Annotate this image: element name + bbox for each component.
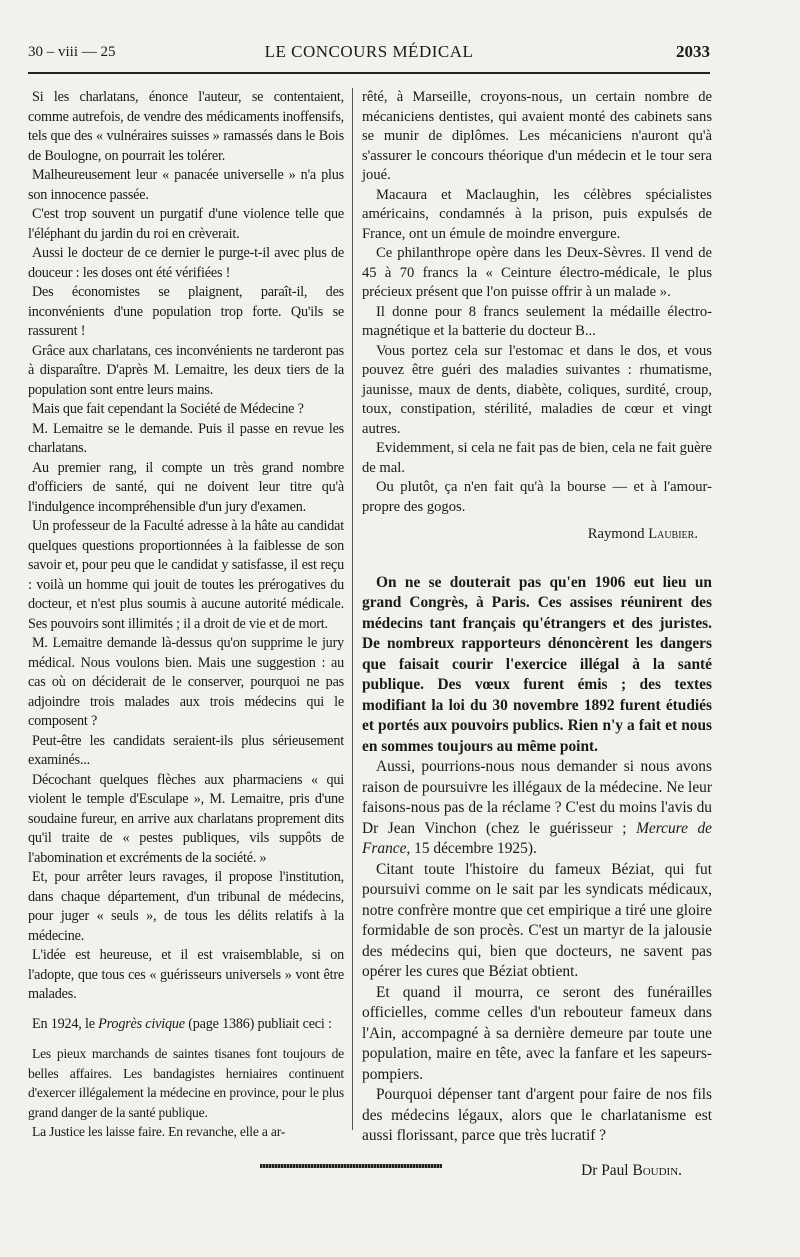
- issue-date: 30 – viii — 25: [28, 44, 116, 60]
- paragraph: Peut-être les candidats seraient-ils plus sérieusement examinés...: [28, 732, 344, 768]
- paragraph: Grâce aux charlatans, ces inconvénients ne tarderont pas à disparaître. D'après M. Lemaitre, les deux tiers de la population sont entre leurs mains.: [28, 342, 344, 398]
- author-signature: Dr Paul Boudin.: [581, 1161, 682, 1179]
- paragraph: L'idée est heureuse, et il est vraisemblable, si on l'adopte, que tous ces « guérisseurs universels » vont être malades.: [28, 947, 344, 1002]
- paragraph: Si les charlatans, énonce l'auteur, se contentaient, comme autrefois, de vendre des médicaments inoffensifs, tels que des « vulnéraires suisses » ramassés dans le Bois de Boulogne, on pourrait les tolérer.: [28, 89, 344, 164]
- paragraph: Ce philanthrope opère dans les Deux-Sèvres. Il vend de 45 à 70 francs la « Ceinture électro-médicale, le plus précieux présent que l'on puisse offrir à un malade ».: [362, 245, 712, 300]
- paragraph: Aussi, pourrions-nous nous demander si nous avons raison de poursuivre les illégaux de la médecine. Ne leur faisons-nous pas de la réclame ? C'est du moins l'avis du Dr Jean Vinchon (chez le guérisseur ; Mercure de France, 15 décembre 1925).: [362, 758, 712, 857]
- paragraph: Malheureusement leur « panacée universelle » n'a plus son innocence passée.: [28, 167, 344, 203]
- article-section: [362, 573, 712, 1182]
- paragraph: Des économistes se plaignent, paraît-il, des inconvénients d'une population trop forte. Qu'ils se rassurent !: [28, 284, 344, 339]
- paragraph: Citant toute l'histoire du fameux Béziat, qui fut poursuivi comme on le sait par les syndicats médicaux, notre confrère montre que cet empirique a tiré une gloire formidable de son procès. C'est un martyr de la jalousie des médecins qui, bien que docteurs, ne savent pas opérer les cures que Béziat obtient.: [362, 860, 712, 980]
- page-number: 2033: [676, 42, 710, 61]
- paragraph: On ne se douterait pas qu'en 1906 eut lieu un grand Congrès, à Paris. Ces assises réunirent des médecins tant français qu'étrangers et des juristes. De nombreux rapporteurs dénoncèrent les dangers que faisait courir l'exercice illégal à la santé publique. Des vœux furent émis ; des textes modifiant la loi du 30 novembre 1892 furent étudiés et portés aux pouvoirs publics. Rien n'y a fait et nous en sommes toujours au même point.: [362, 573, 712, 755]
- page-header: [28, 38, 710, 74]
- paragraph: Au premier rang, il compte un très grand nombre d'officiers de santé, qui ne doivent leur titre qu'à l'indulgence incompréhensible d'un jury d'examen.: [28, 459, 344, 515]
- paragraph: rêté, à Marseille, croyons-nous, un certain nombre de mécaniciens dentistes, qui avaient monté des cabinets sans se munir de diplômes. Les mécaniciens n'auront qu'à s'assurer le concours théorique d'un médecin et le tour sera joué.: [362, 89, 712, 183]
- paragraph: Macaura et Maclaughin, les célèbres spécialistes américains, condamnés à la prison, puis expulsés de France, ont un émule de moindre envergure.: [362, 186, 712, 242]
- paragraph: Aussi le docteur de ce dernier le purge-t-il avec plus de douceur : les doses ont été vérifiées !: [28, 245, 344, 281]
- citation-intro: En 1924, le Progrès civique (page 1386) publiait ceci :: [32, 1015, 332, 1032]
- quoted-paragraph: Les pieux marchands de saintes tisanes font toujours de belles affaires. Les bandagistes herniaires continuent d'exercer illégalement la médecine en province, pour le plus grand danger de la santé publique.: [28, 1046, 344, 1120]
- column-divider: [352, 88, 353, 1130]
- paragraph: Pourquoi dépenser tant d'argent pour faire de nos fils des médecins légaux, alors que le charlatanisme est aussi florissant, parce que très lucratif ?: [362, 1086, 712, 1144]
- paragraph: Ou plutôt, ça n'en fait qu'à la bourse — et à l'amour-propre des gogos.: [362, 479, 712, 515]
- paragraph: C'est trop souvent un purgatif d'une violence telle que l'éléphant du jardin du roi en crèverait.: [28, 206, 344, 242]
- paragraph: Et, pour arrêter leurs ravages, il propose l'institution, dans chaque département, d'un tribunal de médecins, pour juger « seuls », de tous les délits relatifs à la médecine.: [28, 869, 344, 944]
- right-column: [362, 88, 712, 1181]
- paragraph: Vous portez cela sur l'estomac et dans le dos, et vous pouvez être guéri des maladies suivantes : rhumatisme, jaunisse, maux de dents, diabète, coliques, surdité, croup, toux, constipation, stérilité, maladies de cœur et vingt autres.: [362, 342, 712, 437]
- paragraph: Il donne pour 8 francs seulement la médaille électro-magnétique et la batterie du docteur B...: [362, 303, 712, 339]
- paragraph: Mais que fait cependant la Société de Médecine ?: [32, 401, 304, 417]
- paragraph: Evidemment, si cela ne fait pas de bien, cela ne fait guère de mal.: [362, 440, 712, 476]
- quoted-paragraph: La Justice les laisse faire. En revanche, elle a ar-: [32, 1124, 286, 1139]
- paragraph: M. Lemaitre demande là-dessus qu'on supprime le jury médical. Nous voulons bien. Mais une suggestion : au cas où on déciderait de le conserver, pourquoi ne pas adjoindre trois malades aux trois médecins qui le composent ?: [28, 635, 344, 729]
- cited-journal: Mercure de France: [362, 819, 712, 857]
- cited-journal: Progrès civique: [98, 1015, 185, 1032]
- journal-title: LE CONCOURS MÉDICAL: [264, 42, 474, 61]
- paragraph: Et quand il mourra, ce seront des funérailles officielles, comme celles d'un rebouteur fameux dans l'Ain, accompagné à sa dernière demeure par toute une population, maire en tête, avec la fanfare et les sapeurs-pompiers.: [362, 983, 712, 1083]
- paragraph: Décochant quelques flèches aux pharmaciens « qui violent le temple d'Esculape », M. Lemaitre, pris d'une soudaine fureur, en arrive aux charlatans proprement dits qu'il traite de « pestes publiques, vils suppôts de l'abomination et excréments de la société. »: [28, 771, 344, 866]
- paragraph: Un professeur de la Faculté adresse à la hâte au candidat quelques questions proportionnées à la faiblesse de son savoir et, pour peu que le candidat y satisfasse, il est reçu : voilà un homme qui jouit de toutes les prérogatives du docteur, et n'est plus soumis à aucune autorité médicale. Ses pouvoirs sont illimités ; il a droit de vie et de mort.: [28, 518, 344, 632]
- left-column: [28, 88, 344, 1142]
- section-gap: [362, 545, 712, 573]
- author-signature: Raymond Laubier.: [587, 526, 698, 542]
- end-ornament-rule: [260, 1164, 442, 1168]
- paragraph: M. Lemaitre se le demande. Puis il passe en revue les charlatans.: [28, 420, 344, 456]
